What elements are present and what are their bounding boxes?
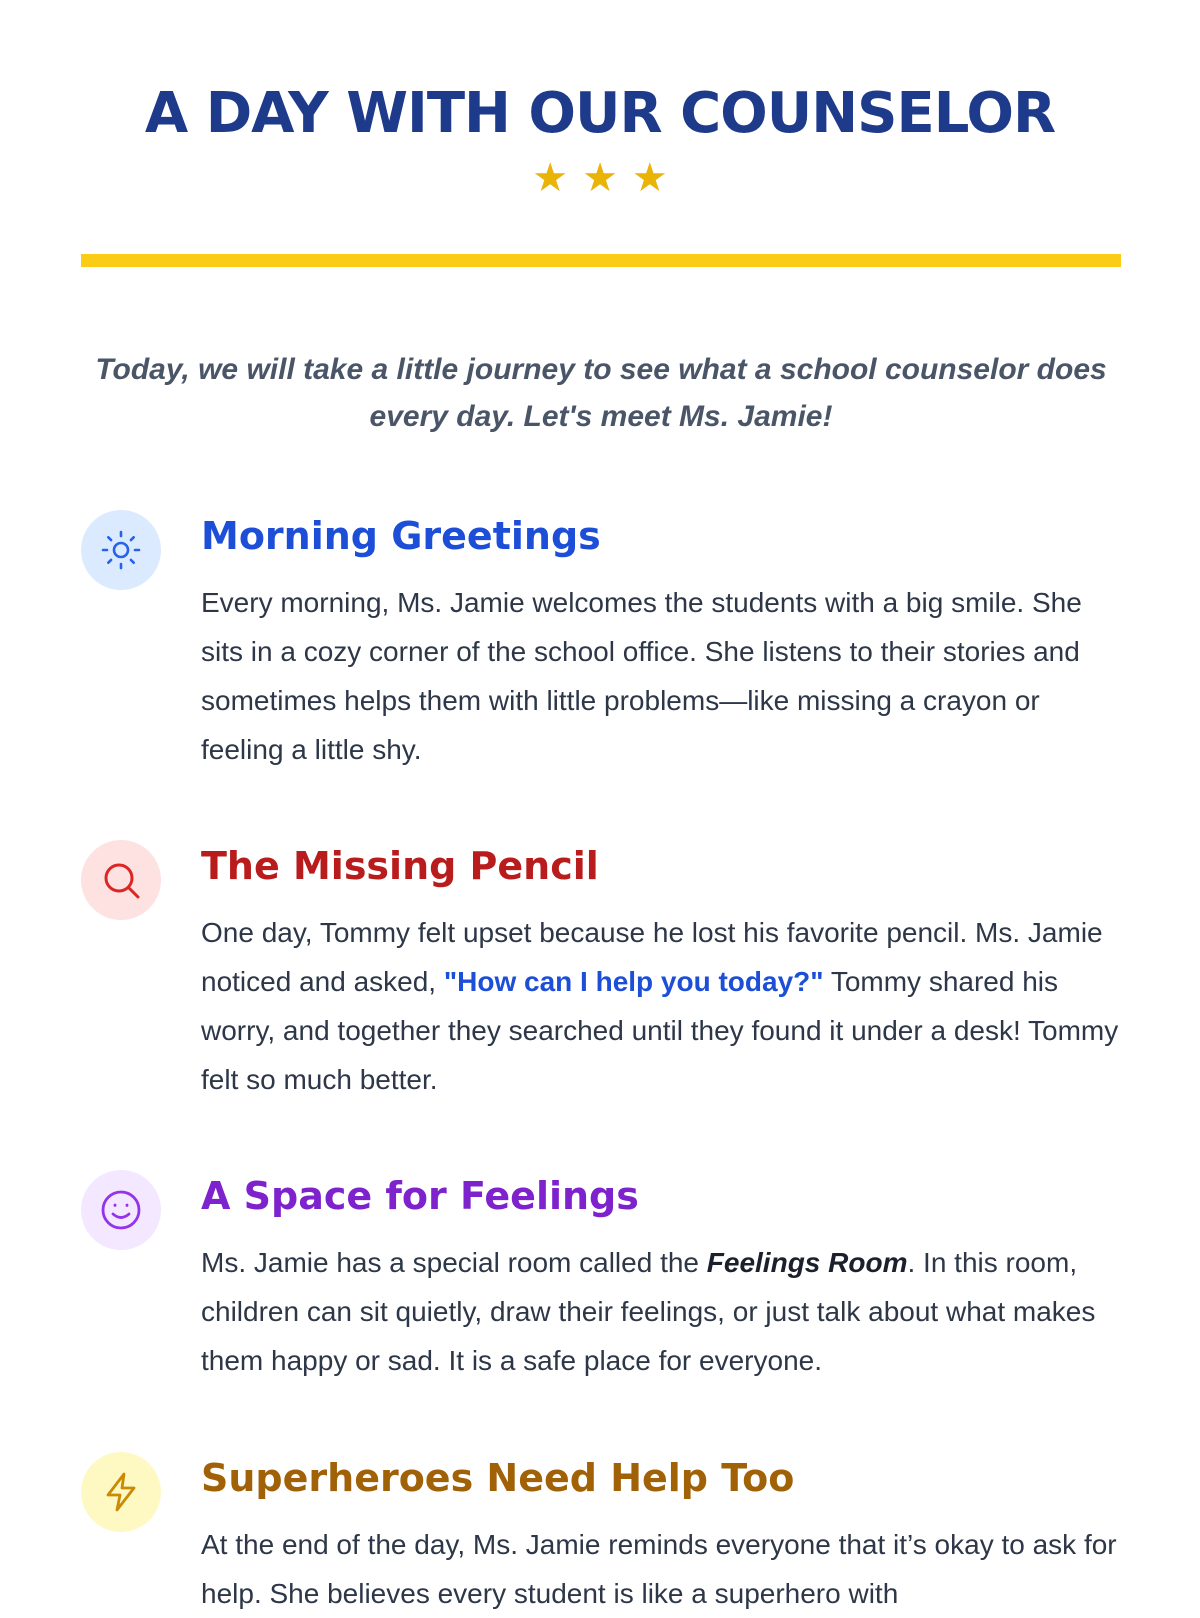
section-body: Every morning, Ms. Jamie welcomes the students with a big smile. She sits in a cozy corner of the school office. She listens to their stories and sometimes helps them with little problems—like missing a crayon or feeling a little shy. — [201, 587, 1082, 765]
section-body — [201, 908, 1123, 1104]
body-text: . In this room, children can sit quietly, draw their feelings, or just talk about what makes them happy or sad. It is a safe place for everyone. — [201, 1247, 1096, 1376]
body-text: Ms. Jamie has a special room called the — [201, 1247, 707, 1278]
page-title: A DAY WITH OUR COUNSELOR — [144, 81, 1056, 146]
quote-text: "How can I help you today?" — [443, 966, 824, 997]
search-icon — [81, 840, 161, 920]
sun-icon — [81, 510, 161, 590]
section-title: Morning Greetings — [201, 514, 601, 558]
section-title: A Space for Feelings — [201, 1174, 639, 1218]
body-text: Tommy shared his worry, and together they searched until they found it under a desk! Tommy felt so much better. — [201, 966, 1119, 1095]
lightning-icon — [81, 1452, 161, 1532]
section-body — [201, 1238, 1123, 1385]
star-rating-icons: ★★★ — [532, 156, 682, 200]
section-title: The Missing Pencil — [201, 844, 599, 888]
smile-icon — [81, 1170, 161, 1250]
body-text: One day, Tommy felt upset because he lost his favorite pencil. Ms. Jamie noticed and asked, — [201, 917, 1103, 997]
section-title: Superheroes Need Help Too — [201, 1456, 795, 1500]
section-body: At the end of the day, Ms. Jamie reminds everyone that it’s okay to ask for help. She believes every student is like a superhero with — [201, 1529, 1117, 1609]
feelings-room-emphasis: Feelings Room — [706, 1247, 908, 1278]
title-divider — [81, 254, 1121, 267]
intro-text: Today, we will take a little journey to see what a school counselor does every day. Let's meet Ms. Jamie! — [95, 353, 1107, 433]
